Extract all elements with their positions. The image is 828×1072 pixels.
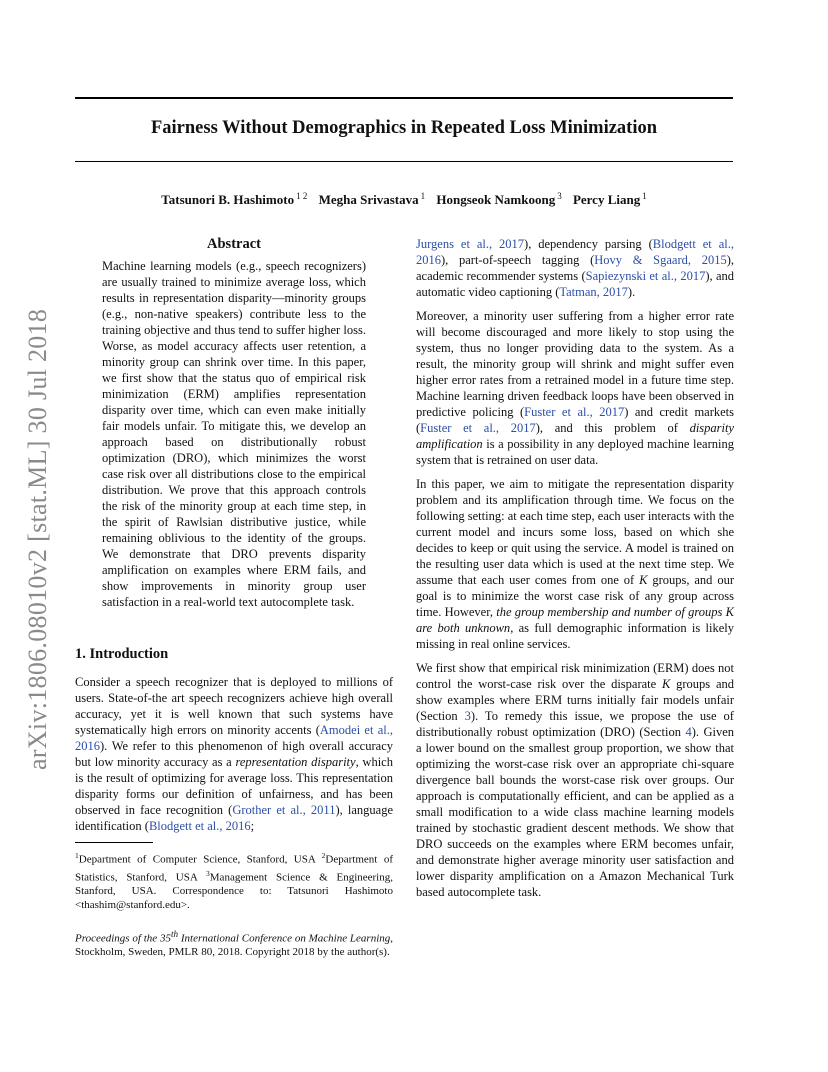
citation-link[interactable]: Blodgett et al., 2016	[148, 819, 251, 833]
citation-link[interactable]: Jurgens et al., 2017	[416, 237, 525, 251]
citation-link[interactable]: Grother et al., 2011	[232, 803, 336, 817]
body-paragraph: In this paper, we aim to mitigate the representation disparity problem and its amplification through time. We focus on the following setting: at each time step, each user interacts with the current model and incurs some loss, based on which she decides to keep or quit using the service. A model is trained on the resulting user data which is used at the next time step. We assume that each user comes from one of K groups, and our goal is to minimize the worst case risk of any group across time. However, the group membership and number of groups K are both unknown, as full demographic information is likely missing in real online services.	[416, 477, 735, 651]
body-paragraph: Jurgens et al., 2017), dependency parsing (Blodgett et al., 2016), part-of-speech tagging (Hovy & Sgaard, 2015), academic recommender systems (Sapiezynski et al., 2017), and automatic video captioning (Tatman, 2017).	[416, 237, 734, 299]
citation-link[interactable]: Fuster et al., 2017	[420, 421, 536, 435]
arxiv-identifier-stamp: arXiv:1806.08010v2 [stat.ML] 30 Jul 2018	[23, 308, 52, 770]
intro-paragraph: Consider a speech recognizer that is deployed to millions of users. State-of-the art speech recognizers achieve high overall accuracy, yet it is well known that such systems have systematically high errors on minority accents (Amodei et al., 2016). We refer to this phenomenon of high overall accuracy but low minority accuracy as a representation disparity, which is the result of optimizing for average loss. This representation disparity forms our definition of unfairness, and has been observed in face recognition (Grother et al., 2011), language identification (Blodgett et al., 2016;	[75, 675, 394, 833]
citation-link[interactable]: Tatman, 2017	[559, 285, 628, 299]
body-paragraph: We first show that empirical risk minimization (ERM) does not control the worst-case risk over the disparate K groups and show examples where ERM turns initially fair models unfair (Section 3). To remedy this issue, we propose the use of distributionally robust optimization (DRO) (Section 4). Given a lower bound on the smallest group proportion, we show that optimizing the worst-case risk over an appropriate chi-square divergence ball bounds the worst-case risk over groups. Our approach is computationally efficient, and can be applied as a small modification to a wide class machine learning models trained by stochastic gradient descent methods. We show that DRO succeeds on the examples where ERM becomes unfair, and demonstrate higher average minority user satisfaction and lower disparity amplification on a Amazon Mechanical Turk based autocomplete task.	[416, 661, 734, 899]
author-name: Percy Liang	[572, 192, 641, 207]
title-rule-bottom	[75, 161, 733, 162]
author-affiliation: 3	[557, 191, 562, 201]
section-link[interactable]: 4	[685, 725, 692, 739]
abstract-heading: Abstract	[207, 236, 261, 252]
author-affiliation: 1 2	[296, 191, 308, 201]
citation-link[interactable]: Amodei et al., 2016	[75, 723, 393, 753]
title-rule-top	[75, 97, 733, 99]
author-name: Tatsunori B. Hashimoto	[161, 192, 295, 207]
affiliations-footnote: $^1$Department of Computer Science, Stanford, USA $^2$Department of Statistics, Stanford, USA $^3$Management Science & Engineering, Stanford, USA. Correspondence to: Tatsunori Hashimoto <thashim@stanford.edu>.	[75, 851, 393, 911]
author-affiliation: 1	[420, 191, 426, 201]
citation-link[interactable]: Hovy & Sgaard, 2015	[594, 253, 727, 267]
footnote-divider	[75, 842, 153, 843]
section-heading-introduction: 1. Introduction	[75, 646, 169, 662]
paper-title: Fairness Without Demographics in Repeated Loss Minimization	[150, 118, 658, 138]
author-list	[75, 191, 733, 208]
proceedings-note: Proceedings of the 35th International Conference on Machine Learning, Stockholm, Sweden, PMLR 80, 2018. Copyright 2018 by the author(s).	[75, 929, 393, 959]
body-paragraph: Moreover, a minority user suffering from a higher error rate will become discouraged and more likely to stop using the system, thus no longer providing data to the system. As a result, the minority group will shrink and might suffer even higher error rates from a retrained model in a future time step. Machine learning driven feedback loops have been observed in predictive policing (Fuster et al., 2017) and credit markets (Fuster et al., 2017), and this problem of disparity amplification is a possibility in any deployed machine learning system that is retrained on user data.	[416, 309, 735, 467]
citation-link[interactable]: Blodgett et al., 2016	[416, 237, 734, 267]
right-column	[416, 236, 734, 908]
citation-link[interactable]: Sapiezynski et al., 2017	[585, 269, 706, 283]
citation-link[interactable]: Fuster et al., 2017	[524, 405, 625, 419]
section-link[interactable]: 3	[464, 709, 471, 723]
author-name: Hongseok Namkoong	[436, 192, 556, 207]
abstract-text: Machine learning models (e.g., speech recognizers) are usually trained to minimize average loss, which results in representation disparity—minority groups (e.g., non-native speakers) contribute less to the training objective and thus tend to suffer higher loss. Worse, as model accuracy affects user retention, a minority group can shrink over time. In this paper, we first show that the status quo of empirical risk minimization (ERM) amplifies representation disparity over time, which can even make initially fair models unfair. To mitigate this, we develop an approach based on distributionally robust optimization (DRO), which minimizes the worst case risk over all distributions close to the empirical distribution. We prove that this approach controls the risk of the minority group at each time step, in the spirit of Rawlsian distributive justice, while remaining oblivious to the identity of the groups. We demonstrate that DRO prevents disparity amplification on examples where ERM fails, and show improvements in minority group user satisfaction in a real-world text autocomplete task.	[102, 259, 366, 609]
left-column	[75, 236, 393, 960]
author-affiliation: 1	[642, 191, 647, 201]
author-name: Megha Srivastava	[318, 192, 419, 207]
